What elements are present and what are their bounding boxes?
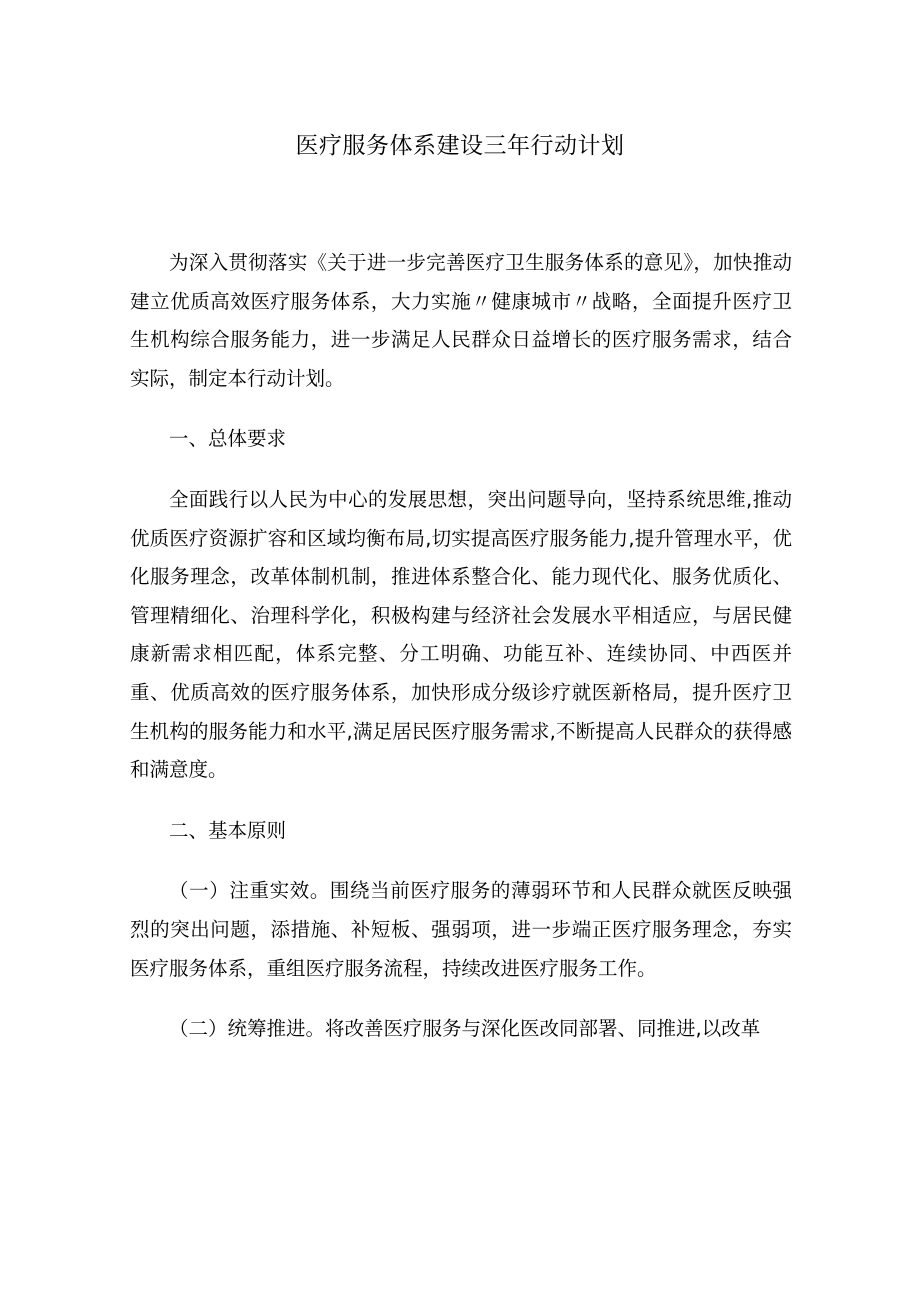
general-requirements-paragraph: 全面践行以人民为中心的发展思想，突出问题导向，坚持系统思维,推动优质医疗资源扩容和区域均衡布局,切实提高医疗服务能力,提升管理水平，优化服务理念，改革体制机制，推进体系整合化、能力现代化、服务优质化、管理精细化、治理科学化，积极构建与经济社会发展水平相适应，与居民健康新需求相匹配，体系完整、分工明确、功能互补、连续协同、中西医并重、优质高效的医疗服务体系，加快形成分级诊疗就医新格局，提升医疗卫生机构的服务能力和水平,满足居民医疗服务需求,不断提高人民群众的获得感和满意度。 bbox=[130, 487, 792, 782]
document-body bbox=[130, 244, 792, 1049]
document-title: 医疗服务体系建设三年行动计划 bbox=[295, 133, 625, 159]
principle-paragraph-1: （一）注重实效。围绕当前医疗服务的薄弱环节和人民群众就医反映强烈的突出问题，添措施、补短板、强弱项，进一步端正医疗服务理念，夯实医疗服务体系，重组医疗服务流程，持续改进医疗服务工作。 bbox=[130, 879, 792, 980]
principle-paragraph-2: （二）统筹推进。将改善医疗服务与深化医改同部署、同推进,以改革 bbox=[169, 1017, 761, 1041]
section-heading-basic-principles: 二、基本原则 bbox=[169, 818, 287, 842]
intro-paragraph: 为深入贯彻落实《关于进一步完善医疗卫生服务体系的意见》，加快推动建立优质高效医疗服务体系，大力实施〃健康城市〃战略，全面提升医疗卫生机构综合服务能力，进一步满足人民群众日益增长的医疗服务需求，结合实际，制定本行动计划。 bbox=[130, 251, 792, 390]
section-heading-general-requirements: 一、总体要求 bbox=[169, 427, 287, 451]
